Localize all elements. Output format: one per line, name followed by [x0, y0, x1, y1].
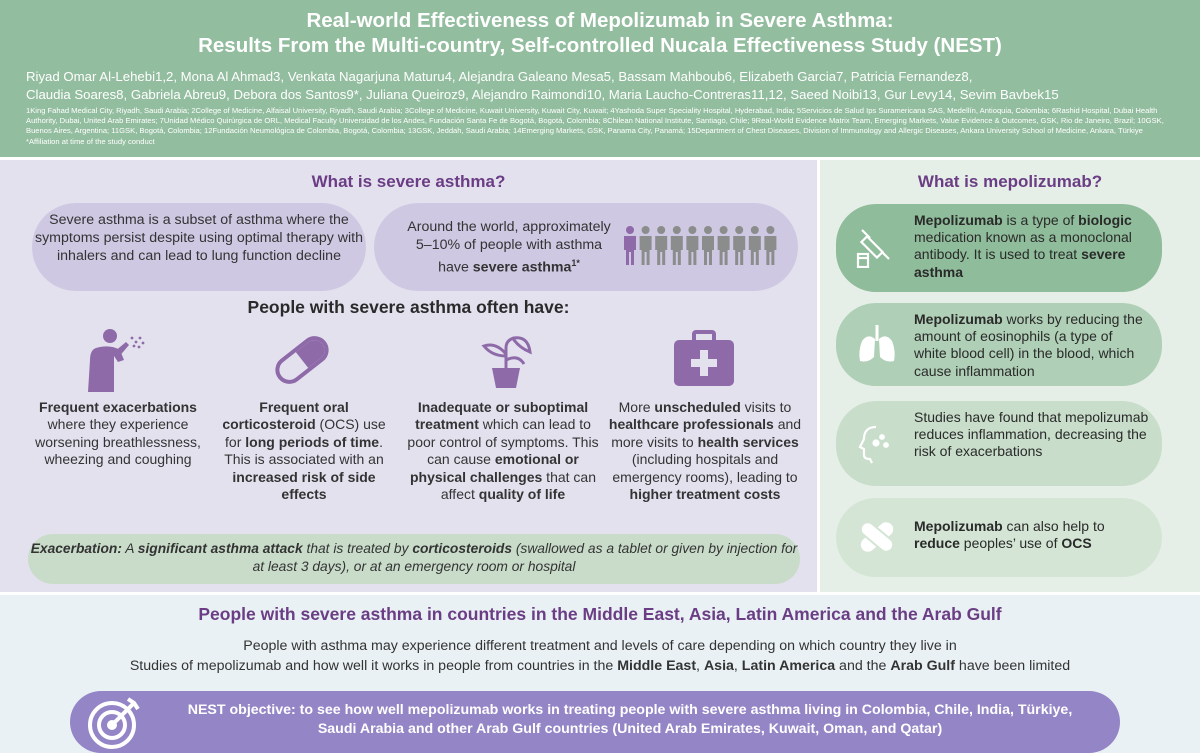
person-figure [733, 226, 745, 265]
mepo-eosinophils-text [914, 311, 1149, 380]
first-aid-kit-icon [672, 328, 736, 392]
mp2-text-1: works by reducing the amount of eosinophils (a type of white blood cell) in the blood, which cause inflammation [914, 311, 1143, 379]
regional-panel [0, 595, 1200, 753]
f4-bold-2: healthcare professionals [608, 416, 774, 433]
person-figure [640, 226, 652, 265]
mepo-studies-text [914, 409, 1149, 461]
f2-bold-1: Frequent oral corticosteroid [222, 399, 349, 433]
f4-bold-1: unscheduled [654, 399, 741, 415]
person-figure [624, 226, 636, 265]
rl2-bold-1: Middle East [617, 658, 697, 674]
f2-bold-2: long periods of time [245, 433, 380, 450]
prevalence-pill [374, 203, 798, 291]
pill-capsule-icon [270, 328, 334, 392]
exac-label: Exacerbation: [30, 541, 122, 556]
mepolizumab-heading: What is mepolizumab? [917, 172, 1103, 191]
feature-unscheduled-visits [608, 399, 802, 503]
authors-line-2: Claudia Soares8, Gabriela Abreu9, Debora dos Santos9*, Juliana Queiroz9, Alejandro Raimondi10, Maria Laucho-Contreras11,12, Saeed Noibi13, Gur Levy14, Sevim Bavbek15 [26, 87, 1059, 102]
rl2-bold-3: Latin America [741, 658, 836, 674]
severe-asthma-panel [0, 160, 817, 592]
mepo-ocs-text [914, 518, 1149, 552]
mepolizumab-panel [820, 160, 1200, 592]
f3-text-2: that can affect [440, 468, 596, 503]
f4-text-1: More [618, 399, 655, 415]
f4-bold-3: health services [697, 433, 799, 450]
exac-bold-2: significant asthma attack [137, 541, 303, 556]
severe-asthma-heading: What is severe asthma? [311, 172, 506, 191]
rl2-bold-2: Asia [703, 658, 734, 674]
authors-line-1: Riyad Omar Al-Lehebi1,2, Mona Al Ahmad3, Venkata Nagarjuna Maturu4, Alejandra Galeano Mesa5, Bassam Mahboub6, Elizabeth Garcia7, Patricia Fernandez8, [26, 69, 973, 84]
mp2-bold-1: Mepolizumab [914, 311, 1003, 327]
people-group-icon [622, 225, 782, 265]
poster-header [0, 0, 1200, 157]
mp1-text-2: medication known as a monoclonal antibody. It is used to treat [914, 229, 1132, 263]
mp4-text-1: can also help to [1002, 518, 1105, 534]
f1-text: where they experience worsening breathlessness, wheezing and coughing [35, 416, 201, 468]
f4-bold-4: higher treatment costs [629, 486, 781, 503]
rl2-text-3: , [733, 658, 742, 674]
person-figure [718, 226, 730, 265]
rl2-text-2: , [696, 658, 704, 674]
definition-text: Severe asthma is a subset of asthma where the symptoms persist despite using optimal therapy with inhalers and can lead to lung function decline [34, 212, 364, 264]
wilted-plant-icon [474, 326, 538, 390]
feature-exacerbations [28, 399, 208, 469]
author-list [26, 68, 1186, 104]
person-figure [749, 226, 761, 265]
syringe-vial-icon [856, 226, 898, 268]
prevalence-text [394, 218, 624, 277]
mp4-text-2: peoples’ use of [959, 535, 1062, 552]
sneeze-person-icon [84, 328, 148, 392]
f2-bold-3: increased risk of side effects [232, 468, 376, 503]
f4-text-3: and more visits to [611, 416, 802, 450]
person-figure [702, 226, 714, 265]
f2-text-2: . This is associated with an [224, 433, 384, 468]
person-figure [764, 226, 776, 265]
exac-text-1: A [121, 541, 138, 556]
rl2-bold-4: Arab Gulf [890, 658, 955, 674]
mepo-biologic-text [914, 212, 1149, 281]
rl2-text-4: and the [835, 658, 891, 674]
objective-text: NEST objective: to see how well mepolizumab works in treating people with severe asthma living in Colombia, Chile, India, Türkiye, Saudi Arabia and other Arab Gulf countries (United Arab Emirates, Kuwait, Oman, and Qatar) [187, 702, 1073, 737]
person-figure [686, 226, 698, 265]
f3-bold-2: emotional or physical challenges [410, 451, 579, 485]
mp1-bold-1: Mepolizumab [914, 212, 1003, 228]
mepo-eosinophils-pill [836, 303, 1162, 386]
regional-heading: People with severe asthma in countries in the Middle East, Asia, Latin America and the Arab Gulf [198, 604, 1002, 624]
mepo-ocs-pill [836, 498, 1162, 577]
face-inflammation-icon [856, 423, 898, 465]
exac-text-3: (swallowed as a tablet or given by injection for at least 3 days), or at an emergency room or hospital [252, 541, 798, 574]
prevalence-line-1: Around the world, approximately [407, 219, 611, 235]
crossed-pills-icon [856, 516, 898, 558]
exac-text-2: that is treated by [302, 541, 413, 556]
mp1-bold-3: severe asthma [914, 246, 1126, 280]
f2-text-1: (OCS) use for [225, 416, 386, 450]
f4-text-4: (including hospitals and emergency rooms), leading to [612, 451, 798, 485]
person-figure [671, 226, 683, 265]
poster-title [0, 8, 1200, 58]
feature-inadequate-treatment [400, 399, 606, 503]
mp1-bold-2: biologic [1078, 212, 1132, 228]
often-have-heading: People with severe asthma often have: [247, 297, 570, 317]
person-figure [655, 226, 667, 265]
regional-line-2 [0, 658, 1200, 674]
affiliations: 1King Fahad Medical City, Riyadh, Saudi Arabia; 2College of Medicine, Alfaisal University, Riyadh, Saudi Arabia; 3College of Medicine, Kuwait University, Kuwait City, Kuwait; 4Yashoda Super Speciality Hospital, Hyderabad, India; 5Servicios de Salud Ips Suramericana SAS, Medellín, Antioquia, Colombia; 6Rashid Hospital, Dubai Health Authority, Dubai, United Arab Emirates; 7Unidad Médico Quirúrgica de ORL, Medical Faculty Universidad de los Andes, Fundación Santa Fe de Bogotá, Bogotá, Colombia; 8Chilean National Institute, Santiago, Chile; 9Real-World Evidence Matrix Team, Emerging Markets, Value Evidence & Outcomes, GSK, Rio de Janeiro, Brazil; 10GSK, Buenos Aires, Argentina; 11GSK, Bogotá, Colombia; 12Fundación Neumológica de Colombia, Bogotá, Colombia; 13GSK, Jeddah, Saudi Arabia; 14Emerging Markets, GSK, Panama City, Panamá; 15Department of Chest Diseases, Division of Immunology and Allergic Diseases, Ankara University School of Medicine, Ankara, Türkiye *Affiliation at time of the study conduct [26, 106, 1164, 146]
target-icon [84, 693, 144, 751]
rl2-text-5: have been limited [954, 658, 1071, 674]
mp4-bold-3: OCS [1061, 535, 1092, 552]
f4-text-2: visits to [740, 399, 792, 415]
feature-ocs-use [214, 399, 394, 503]
mp3-text-1: Studies have found that mepolizumab reduces inflammation, decreasing the risk of exacerbations [914, 409, 1149, 460]
exacerbation-definition [28, 534, 800, 584]
mepo-biologic-pill [836, 204, 1162, 292]
prevalence-line-2: 5–10% of people with asthma [415, 237, 603, 253]
mepo-studies-pill [836, 401, 1162, 486]
title-line-2: Results From the Multi-country, Self-controlled Nucala Effectiveness Study (NEST) [198, 34, 1002, 57]
f3-bold-3: quality of life [478, 486, 566, 503]
regional-line-1: People with asthma may experience different treatment and levels of care depending on which country they live in [243, 638, 957, 654]
severe-asthma-definition [32, 203, 366, 291]
prevalence-line-3 [394, 254, 624, 277]
lungs-icon [856, 323, 898, 365]
f3-text-1: which can lead to poor control of symptoms. This can cause [407, 416, 599, 468]
exac-bold-3: corticosteroids [412, 541, 512, 556]
mp4-bold-1: Mepolizumab [914, 518, 1003, 534]
prevalence-severe-asthma: severe asthma [472, 259, 572, 276]
rl2-text-1: Studies of mepolizumab and how well it works in people from countries in the [129, 658, 618, 674]
mp4-bold-2: reduce [914, 535, 960, 552]
f1-bold: Frequent exacerbations [39, 399, 197, 415]
prevalence-have: have [438, 259, 473, 276]
title-line-1: Real-world Effectiveness of Mepolizumab in Severe Asthma: [306, 9, 894, 32]
f3-bold-1: Inadequate or suboptimal treatment [415, 399, 589, 433]
nest-objective [70, 691, 1120, 753]
prevalence-footnote: 1* [571, 258, 580, 268]
mp1-text-1: is a type of [1002, 212, 1079, 228]
